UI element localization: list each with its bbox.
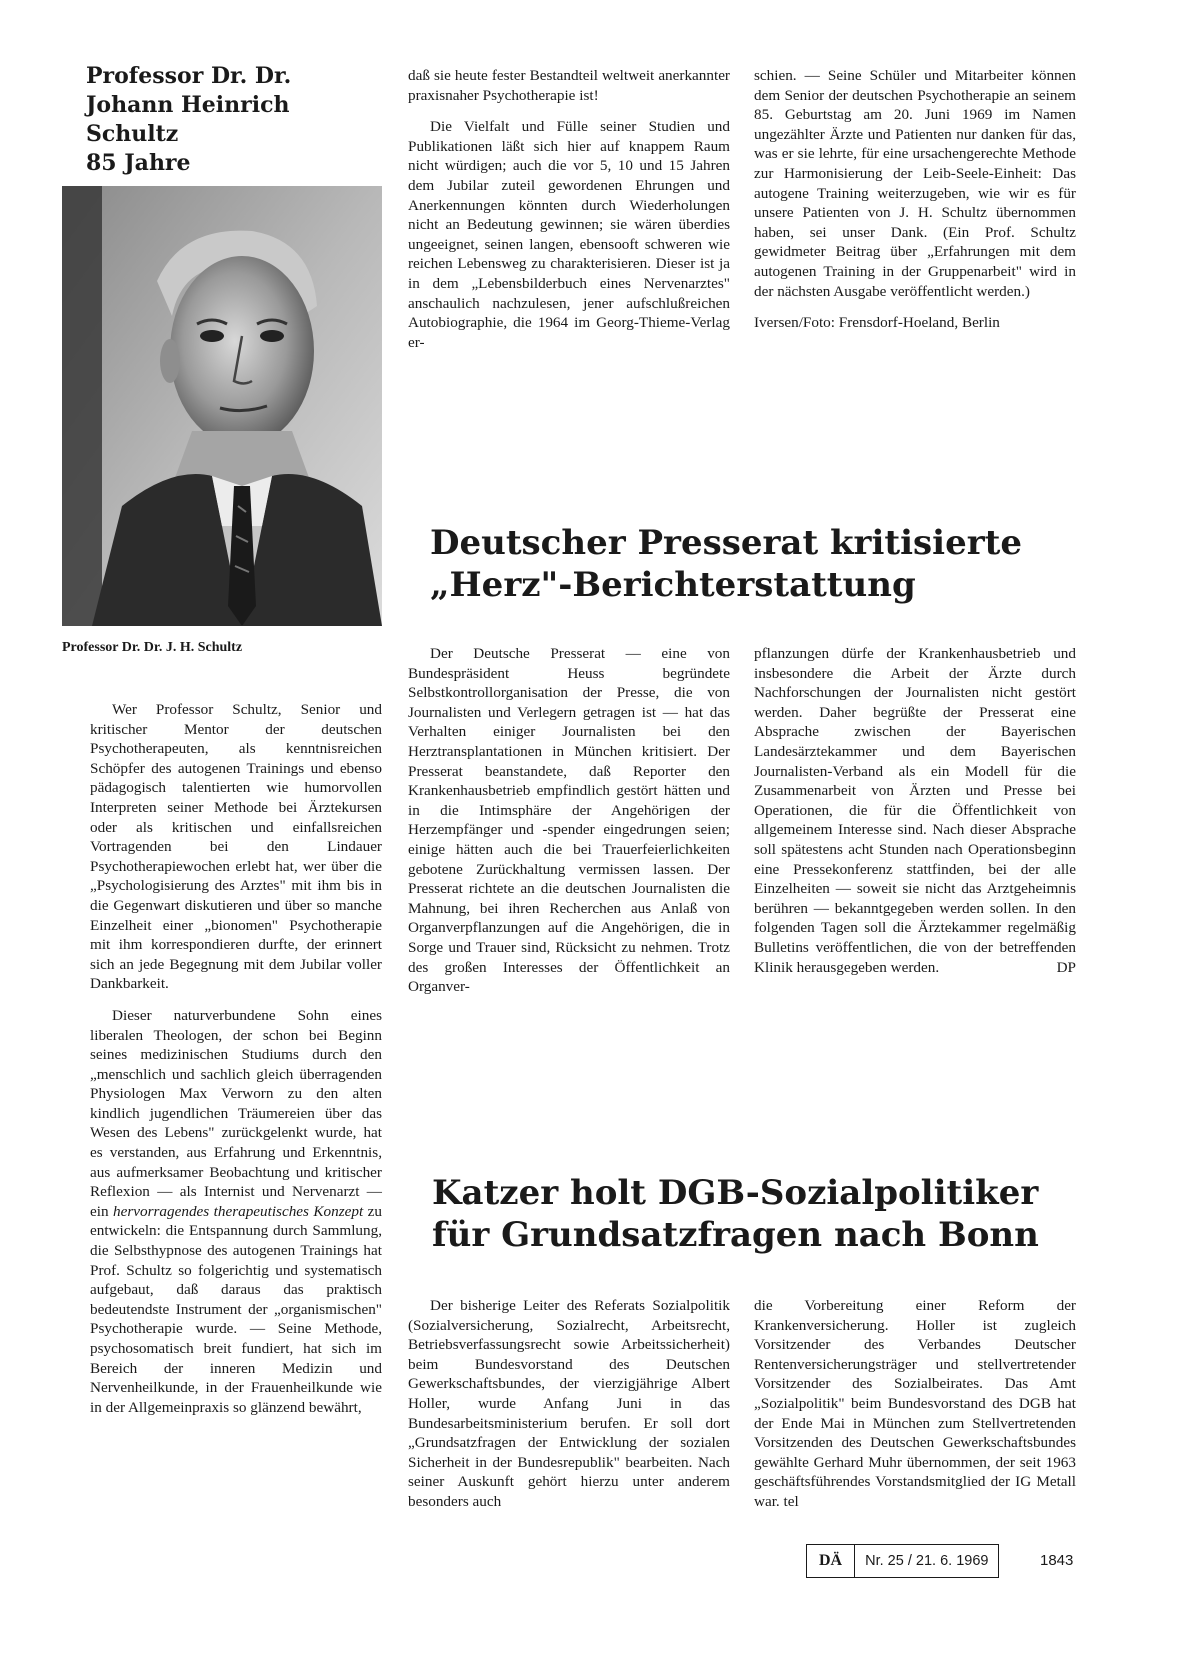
article1-title-line: 85 Jahre xyxy=(86,150,191,176)
article2-title-line: „Herz"-Berichterstattung xyxy=(430,565,916,605)
journal-logo: DÄ xyxy=(807,1545,855,1577)
journal-issue-box xyxy=(806,1544,999,1578)
article3-signature: tel xyxy=(783,1492,799,1510)
article1-paragraph: schien. — Seine Schüler und Mitarbeiter können dem Senior der deutschen Psychotherapie an seinem 85. Geburtstag am 20. Juni 1969 im Namen ungezählter Ärzte und Patienten nur danken für das, was er sie lehrte, für eine ursachengerechte Methode zur Harmonisierung der Leib-Seele-Einheit: Das autogene Training weiterzugeben, wie wir es für unsere Patienten von J. H. Schultz übernommen haben, sei unser Dank. (Ein Prof. Schultz gewidmeter Beitrag über „Erfahrungen mit dem autogenen Training in der Gruppenarbeit" wird in der nächsten Ausgabe veröffentlicht werden.) xyxy=(754,67,1076,300)
article2-paragraph xyxy=(754,644,1076,977)
article1-title-line: Johann Heinrich Schultz xyxy=(86,92,290,147)
article1-paragraph: daß sie heute fester Bestandteil weltweit anerkannter praxisnaher Psychotherapie ist! xyxy=(408,67,730,104)
photo-caption: Professor Dr. Dr. J. H. Schultz xyxy=(62,640,243,655)
page-number: 1843 xyxy=(1040,1552,1074,1569)
article1-title xyxy=(86,62,386,178)
article1-paragraph: Wer Professor Schultz, Senior und kritischer Mentor der deutschen Psychotherapeuten, als kenntnisreichen Schöpfer des autogenen Trainings und ebenso pädagogisch talentierten wie humorvollen Interpreten seiner Methode bei Ärztekursen oder als kritischen und einfallsreichen Vortragenden bei den Lindauer Psychotherapiewochen erlebt hat, wer über die „Psychologisierung des Arztes" mit ihm bis in die Gegenwart diskutieren und über so manche Einzelheit einer „bionomen" Psychotherapie mit ihm korrespondieren durfte, der erinnert sich an jede Begegnung mit dem Jubilar voller Dankbarkeit. xyxy=(90,701,382,993)
article3-title xyxy=(432,1172,1092,1256)
article3-text: die Vorbereitung einer Reform der Krankenversicherung. Holler ist zugleich Vorsitzender des Verbandes Deutscher Rentenversicherungsträger und stellvertretender Vorsitzender des Sozialbeirates. Das Amt „Sozialpolitik" beim Bundesvorstand des DGB hat der Ende Mai in München zum Stellvertretenden Vorsitzenden des Deutschen Gewerkschaftsbundes gewählte Gerhard Muhr übernommen, der seit 1963 geschäftsführendes Vorstandsmitglied der IG Metall war. xyxy=(754,1297,1076,1510)
article1-column-1 xyxy=(90,700,382,1429)
article1-paragraph: Die Vielfalt und Fülle seiner Studien und Publikationen läßt sich hier auf knappem Raum nicht würdigen; auch die vor 5, 10 und 15 Jahren dem Jubilar zuteil gewordenen Ehrungen und Anerkennungen könnten durch Wiederholungen nicht an Bedeutung gewinnen; sie wären überdies ungeeignet, seinen langen, ebensooft schweren wie reichen Lebensweg zu charakterisieren. Dieser ist ja in dem „Lebensbilderbuch eines Nervenarztes" anschaulich nachzulesen, jener aufschlußreichen Autobiographie, die 1964 im Georg-Thieme-Verlag er- xyxy=(408,118,730,351)
article3-paragraph xyxy=(754,1296,1076,1512)
issue-info: Nr. 25 / 21. 6. 1969 xyxy=(865,1553,989,1569)
article2-signature: DP xyxy=(1056,958,1076,976)
article1-paragraph xyxy=(90,1006,382,1417)
portrait-photo xyxy=(62,186,382,626)
article2-column-1 xyxy=(408,644,730,1009)
article1-text: Dieser naturverbundene Sohn eines liberalen Theologen, der schon bei Beginn seines medizinischen Studiums durch den „menschlich und sachlich gleich überragenden Physiologen Max Verworn zu den alten kindlich jugendlichen Träumereien über das Wesen des Lebens" zurückgelenkt wurde, hat es verstanden, aus Erfahrung und Erkenntnis, aus aufmerksamer Beobachtung und kritischer Reflexion — als Internist und Nervenarzt — ein xyxy=(90,1006,382,1220)
article2-title xyxy=(430,522,1090,606)
article1-column-2 xyxy=(408,66,730,364)
article3-title-line: für Grundsatzfragen nach Bonn xyxy=(432,1215,1039,1255)
article3-paragraph: Der bisherige Leiter des Referats Sozialpolitik (Sozialversicherung, Sozialrecht, Arbeitsrecht, Betriebsverfassungsrecht sowie Arbeitssicherheit) beim Bundesvorstand des Deutschen Gewerkschaftsbundes, der vierzigjährige Albert Holler, wurde Anfang Juni in das Bundesarbeitsministerium berufen. Er soll dort „Grundsatzfragen der Entwicklung der sozialen Sicherheit in der Bundesrepublik" bearbeiten. Nach seiner Auskunft gehört hierzu unter anderem besonders auch xyxy=(408,1297,730,1510)
article2-text: pflanzungen dürfe der Krankenhausbetrieb und insbesondere die Arbeit der Ärzte durch Nachforschungen der Journalisten nicht gestört werden. Daher begrüßte der Presserat eine Absprache zwischen der Bayerischen Landesärztekammer und dem Bayerischen Journalisten-Verband als ein Modell für die Zusammenarbeit von Ärzten und Presse bei Operationen, die für die Öffentlichkeit von allgemeinem Interesse sind. Nach dieser Absprache soll spätestens acht Stunden nach Operationsbeginn eine Pressekonferenz stattfinden, bei der alle Einzelheiten — soweit sie nicht das Arztgeheimnis berühren — bekanntgegeben werden sollen. In den folgenden Tagen soll die Ärztekammer regelmäßig Bulletins veröffentlichen, die von der betreffenden Klinik herausgegeben werden. xyxy=(754,645,1076,976)
article3-column-1 xyxy=(408,1296,730,1524)
photo-credit: Iversen/Foto: Frensdorf-Hoeland, Berlin xyxy=(754,314,1000,332)
article2-paragraph: Der Deutsche Presserat — eine von Bundespräsident Heuss begründete Selbstkontrollorganisation der Presse, die von Journalisten und Verlegern getragen ist — hat das Verhalten einiger Journalisten bei den Herztransplantationen in München kritisiert. Der Presserat beanstandete, daß Reporter den Krankenhausbetrieb empfindlich gestört hätten und in die Intimsphäre der Angehörigen der Herzempfänger und -spender eingedrungen seien; einige hätten auch die bei Trauerfeierlichkeiten gebotene Zurückhaltung vermissen lassen. Der Presserat richtete an die deutschen Journalisten die Mahnung, bei ihren Recherchen aus Anlaß von Organverpflanzungen auf die Angehörigen, die in Sorge und Trauer sind, Rücksicht zu nehmen. Trotz des großen Interesses der Öffentlichkeit an Organver- xyxy=(408,645,730,996)
article3-title-line: Katzer holt DGB-Sozialpolitiker xyxy=(432,1173,1039,1213)
article1-emphasis: hervorragendes therapeutisches Konzept xyxy=(113,1202,364,1220)
article1-text: zu entwickeln: die Entspannung durch Sammlung, die Selbsthypnose des autogenen Trainings hat Prof. Schultz so folgerichtig und systematisch aufgebaut, daß daraus das praktisch bedeutendste Instrument der „organismischen" Psychotherapie wurde. — Seine Methode, psychosomatisch breit fundiert, hat sich im Bereich der inneren Medizin und Nervenheilkunde, in der Frauenheilkunde wie in der Allgemeinpraxis so glänzend bewährt, xyxy=(90,1202,382,1416)
article1-title-line: Professor Dr. Dr. xyxy=(86,63,292,89)
article1-column-3 xyxy=(754,66,1076,345)
article2-title-line: Deutscher Presserat kritisierte xyxy=(430,523,1022,563)
article3-column-2 xyxy=(754,1296,1076,1524)
article2-column-2 xyxy=(754,644,1076,989)
